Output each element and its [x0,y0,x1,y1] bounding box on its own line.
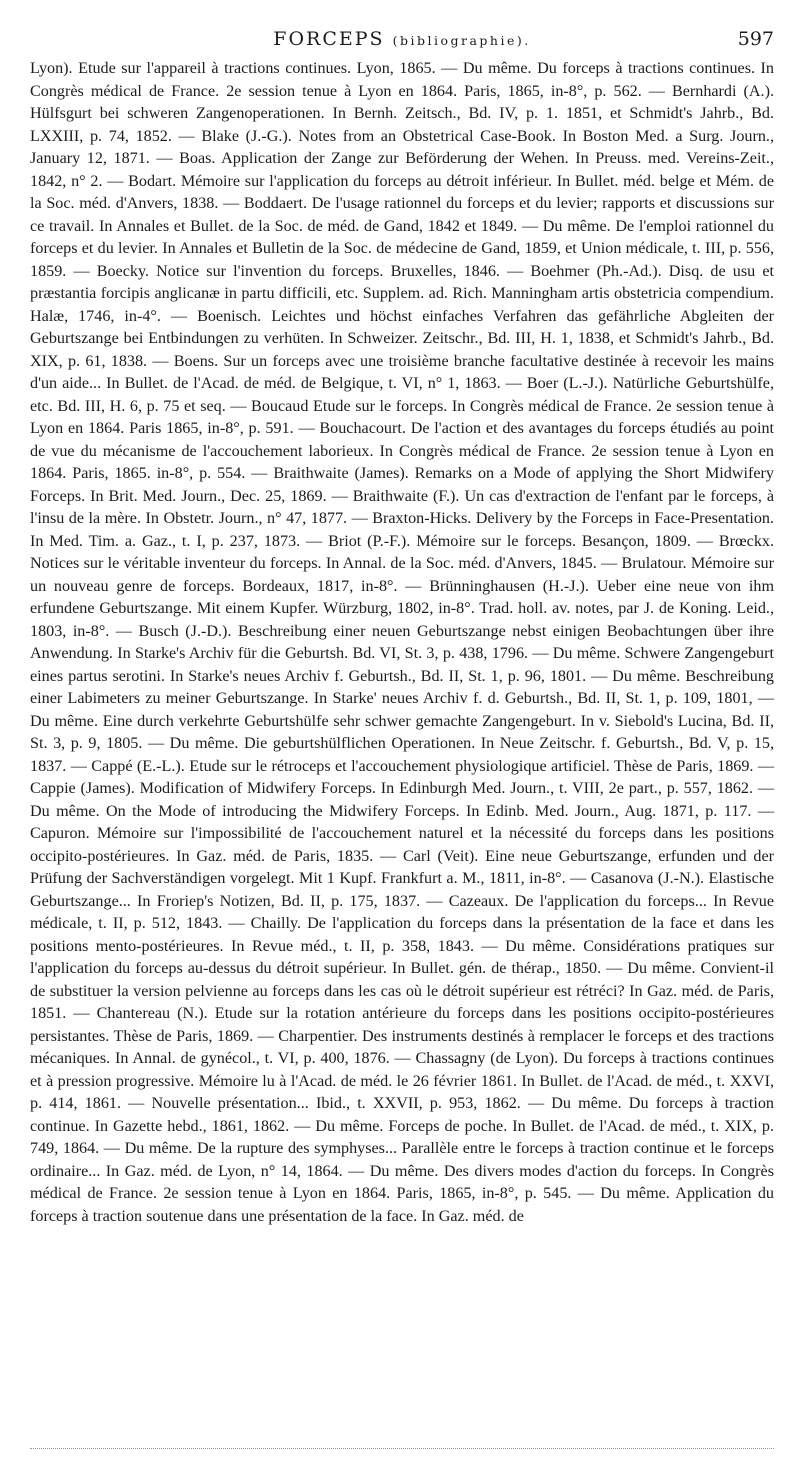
bibliography-text: Lyon). Etude sur l'appareil à tractions continues. Lyon, 1865. — Du même. Du forceps à tractions continues. In Congrès médical de France. 2e session tenue à Lyon en 1864. Paris, 1865, in-8°, p. 562. — Bernhardi (A.). Hülfsgurt bei schweren Zangenoperationen. In Bernh. Zeitsch., Bd. IV, p. 1. 1851, et Schmidt's Jahrb., Bd. LXXIII, p. 74, 1852. — Blake (J.-G.). Notes from an Obstetrical Case-Book. In Boston Med. a Surg. Journ., January 12, 1871. — Boas. Application der Zange zur Beförderung der Wehen. In Preuss. med. Vereins-Zeit., 1842, n° 2. — Bodart. Mémoire sur l'application du forceps au détroit inférieur. In Bullet. méd. belge et Mém. de la Soc. méd. d'Anvers, 1838. — Boddaert. De l'usage rationnel du forceps et du levier; rapports et discussions sur ce travail. In Annales et Bullet. de la Soc. de méd. de Gand, 1842 et 1849. — Du même. De l'emploi rationnel du forceps et du levier. In Annales et Bulletin de la Soc. de médecine de Gand, 1859, et Union médicale, t. III, p. 556, 1859. — Boecky. Notice sur l'invention du forceps. Bruxelles, 1846. — Boehmer (Ph.-Ad.). Disq. de usu et præstantia forcipis anglicanæ in partu difficili, etc. Supplem. ad. Rich. Manningham artis obstetricia compendium. Halæ, 1746, in-4°. — Boenisch. Leichtes und höchst einfaches Verfahren das gefährliche Abgleiten der Geburtszange bei Entbindungen zu verhüten. In Schweizer. Zeitschr., Bd. III, H. 1, 1838, et Schmidt's Jahrb., Bd. XIX, p. 61, 1838. — Boens. Sur un forceps avec une troisième branche facultative destinée à recevoir les mains d'un aide... In Bullet. de l'Acad. de méd. de Belgique, t. VI, n° 1, 1863. — Boer (L.-J.). Natürliche Geburtshülfe, etc. Bd. III, H. 6, p. 75 et seq. — Boucaud Etude sur le forceps. In Congrès médical de France. 2e session tenue à Lyon en 1864. Paris 1865, in-8°, p. 591. — Bouchacourt. De l'action et des avantages du forceps étudiés au point de vue du mécanisme de l'accouchement laborieux. In Congrès médical de France. 2e session tenue à Lyon en 1864. Paris, 1865. in-8°, p. 554. — Braithwaite (James). Remarks on a Mode of applying the Short Midwifery Forceps. In Brit. Med. Journ., Dec. 25, 1869. — Braithwaite (F.). Un cas d'extraction de l'enfant par le forceps, à l'insu de la mère. In Obstetr. Journ., n° 47, 1877. — Braxton-Hicks. Delivery by the Forceps in Face-Presentation. In Med. Tim. a. Gaz., t. I, p. 237, 1873. — Briot (P.-F.). Mémoire sur le forceps. Besançon, 1809. — Brœckx. Notices sur le véritable inventeur du forceps. In Annal. de la Soc. méd. d'Anvers, 1845. — Brulatour. Mémoire sur un nouveau genre de forceps. Bordeaux, 1817, in-8°. — Brünninghausen (H.-J.). Ueber eine neue von ihm erfundene Geburtszange. Mit einem Kupfer. Würzburg, 1802, in-8°. Trad. holl. av. notes, par J. de Koning. Leid., 1803, in-8°. — Busch (J.-D.). Beschreibung einer neuen Geburtszange nebst einigen Beobachtungen über ihre Anwendung. In Starke's Archiv für die Geburtsh. Bd. VI, St. 3, p. 438, 1796. — Du même. Schwere Zangengeburt eines partus serotini. In Starke's neues Archiv f. Geburtsh., Bd. II, St. 1, p. 96, 1801. — Du même. Beschreibung einer Labimeters zu meiner Geburtszange. In Starke' neues Archiv f. d. Geburtsh., Bd. II, St. 1, p. 109, 1801, — Du même. Eine durch verkehrte Geburtshülfe sehr schwer gemachte Zangengeburt. In v. Siebold's Lucina, Bd. II, St. 3, p. 9, 1805. — Du même. Die geburtshülflichen Operationen. In Neue Zeitschr. f. Geburtsh., Bd. V, p. 15, 1837. — Cappé (E.-L.). Etude sur le rétroceps et l'accouchement physiologique artificiel. Thèse de Paris, 1869. — Cappie (James). Modification of Midwifery Forceps. In Edinburgh Med. Journ., t. VIII, 2e part., p. 557, 1862. — Du même. On the Mode of introducing the Midwifery Forceps. In Edinb. Med. Journ., Aug. 1871, p. 117. — Capuron. Mémoire sur l'impossibilité de l'accouchement naturel et la nécessité du forceps dans les positions occipito-postérieures. In Gaz. méd. de Paris, 1835. — Carl (Veit). Eine neue Geburtszange, erfunden und der Prüfung der Sachverständigen vorgelegt. Mit 1 Kupf. Frankfurt a. M., 1811, in-8°. — Casanova (J.-N.). Elastische Geburtszange... In Froriep's Notizen, Bd. II, p. 175, 1837. — Cazeaux. De l'application du forceps... In Revue médicale, t. II, p. 512, 1843. — Chailly. De l'application du forceps dans la présentation de la face et dans les positions mento-postérieures. In Revue méd., t. II, p. 358, 1843. — Du même. Considérations pratiques sur l'application du forceps au-dessus du détroit supérieur. In Bullet. gén. de thérap., 1850. — Du même. Convient-il de substituer la version pelvienne au forceps dans les cas où le détroit supérieur est rétréci? In Gaz. méd. de Paris, 1851. — Chantereau (N.). Etude sur la rotation antérieure du forceps dans les positions occipito-postérieures persistantes. Thèse de Paris, 1869. — Charpentier. Des instruments destinés à remplacer le forceps et des tractions mécaniques. In Annal. de gynécol., t. VI, p. 400, 1876. — Chassagny (de Lyon). Du forceps à tractions continues et à pression progressive. Mémoire lu à l'Acad. de méd. le 26 février 1861. In Bullet. de l'Acad. de méd., t. XXVI, p. 414, 1861. — Nouvelle présentation... Ibid., t. XXVII, p. 953, 1862. — Du même. Du forceps à traction continue. In Gazette hebd., 1861, 1862. — Du même. Forceps de poche. In Bullet. de l'Acad. de méd., t. XIX, p. 749, 1864. — Du même. De la rupture des symphyses... Parallèle entre le forceps à traction continue et le forceps ordinaire... In Gaz. méd. de Lyon, n° 14, 1864. — Du même. Des divers modes d'action du forceps. In Congrès médical de France. 2e session tenue à Lyon en 1864. Paris, 1865, in-8°, p. 545. — Du même. Application du forceps à traction soutenue dans une présentation de la face. In Gaz. méd. de [30,60,774,1225]
running-title-sub: (bibliographie). [392,33,531,48]
page-number: 597 [737,28,774,50]
footer-rule [30,1448,774,1449]
page-header [30,24,774,58]
running-title-main: FORCEPS [273,28,385,50]
book-page [30,24,774,1228]
running-title [30,28,774,50]
